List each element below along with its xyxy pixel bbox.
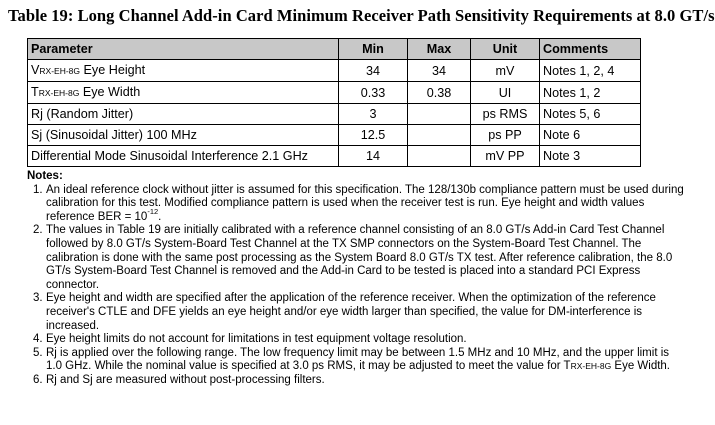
note-body: An ideal reference clock without jitter is assumed for this specification. The 128/130b compliance pattern must be used during calibration for this test. Modified compliance pattern is used when the receiver test is run. Eye height and width values reference BER = 10: [46, 183, 684, 223]
header-max: Max: [408, 39, 471, 60]
cell-comments: Notes 1, 2: [540, 82, 641, 104]
cell-parameter: [28, 82, 339, 104]
cell-unit: UI: [471, 82, 540, 104]
cell-comments: Note 6: [540, 125, 641, 146]
note-text: [46, 347, 687, 374]
param-name: Eye Height: [80, 63, 146, 77]
cell-unit: ps PP: [471, 125, 540, 146]
note-number: 5.: [33, 346, 43, 359]
note-superscript: -12: [147, 206, 159, 216]
cell-parameter: [28, 60, 339, 82]
cell-max: 0.38: [408, 82, 471, 104]
cell-comments: Note 3: [540, 146, 641, 167]
param-symbol-subscript: RX-EH-8G: [38, 88, 80, 98]
note-item: [27, 333, 687, 347]
table-row: [28, 60, 641, 82]
header-comments: Comments: [540, 39, 641, 60]
cell-parameter: Rj (Random Jitter): [28, 104, 339, 125]
cell-max: [408, 104, 471, 125]
note-text: Eye height and width are specified after the application of the reference receiver. When the optimization of the reference receiver's CTLE and DFE yields an eye height and/or eye width larger than specified, the value for DM-interference is increased.: [46, 292, 656, 332]
table-row: [28, 125, 641, 146]
table-row: [28, 146, 641, 167]
note-tail: Eye Width.: [611, 360, 671, 373]
note-number: 3.: [33, 292, 43, 305]
cell-comments: Notes 5, 6: [540, 104, 641, 125]
notes-heading: Notes:: [27, 170, 63, 182]
cell-min: 3: [339, 104, 408, 125]
note-symbol-prefix: T: [563, 360, 571, 373]
table-row: [28, 82, 641, 104]
cell-unit: mV PP: [471, 146, 540, 167]
cell-parameter: Differential Mode Sinusoidal Interference 2.1 GHz: [28, 146, 339, 167]
cell-min: 0.33: [339, 82, 408, 104]
cell-max: [408, 146, 471, 167]
cell-min: 14: [339, 146, 408, 167]
notes-section: [27, 170, 687, 388]
note-number: 6.: [33, 373, 43, 386]
table-title: Table 19: Long Channel Add-in Card Minimum Receiver Path Sensitivity Requirements at 8.0 GT/s: [8, 6, 715, 25]
note-number: 1.: [33, 183, 43, 196]
header-parameter: Parameter: [28, 39, 339, 60]
cell-unit: mV: [471, 60, 540, 82]
table-row: [28, 104, 641, 125]
note-text: Eye height limits do not account for limitations in test equipment voltage resolution.: [46, 333, 467, 346]
header-unit: Unit: [471, 39, 540, 60]
note-item: [27, 292, 687, 333]
note-item: [27, 184, 687, 225]
param-name: Eye Width: [79, 85, 141, 99]
cell-comments: Notes 1, 2, 4: [540, 60, 641, 82]
cell-min: 12.5: [339, 125, 408, 146]
cell-max: 34: [408, 60, 471, 82]
note-item: [27, 224, 687, 292]
cell-unit: ps RMS: [471, 104, 540, 125]
receiver-sensitivity-table: [27, 38, 641, 167]
param-symbol-prefix: V: [31, 63, 40, 77]
note-number: 4.: [33, 333, 43, 346]
note-item: [27, 347, 687, 374]
note-text: [46, 184, 687, 225]
cell-max: [408, 125, 471, 146]
note-text: The values in Table 19 are initially calibrated with a reference channel consisting of an 8.0 GT/s Add-in Card Test Channel followed by 8.0 GT/s System-Board Test Channel at the TX SMP connectors on the System-Board Test Channel. The calibration is done with the same post processing as the System Board 8.0 GT/s TX test. After reference calibration, the 8.0 GT/s System-Board Test Channel is removed and the Add-in Card to be tested is placed into a standard PCI Express connector.: [46, 224, 673, 291]
param-symbol-prefix: T: [31, 85, 39, 99]
note-body: Rj is applied over the following range. The low frequency limit may be between 1.5 MHz and 10 MHz, and the upper limit is 1.0 GHz. While the nominal value is specified at 3.0 ps RMS, it may be adjusted to meet the value for: [46, 346, 670, 373]
note-text: Rj and Sj are measured without post-processing filters.: [46, 373, 325, 386]
header-min: Min: [339, 39, 408, 60]
param-symbol-subscript: RX-EH-8G: [39, 66, 81, 76]
note-symbol-subscript: RX-EH-8G: [570, 361, 612, 372]
cell-parameter: Sj (Sinusoidal Jitter) 100 MHz: [28, 125, 339, 146]
table-header-row: [28, 39, 641, 60]
note-tail: .: [158, 210, 162, 223]
cell-min: 34: [339, 60, 408, 82]
note-item: [27, 374, 687, 388]
note-number: 2.: [33, 224, 43, 237]
